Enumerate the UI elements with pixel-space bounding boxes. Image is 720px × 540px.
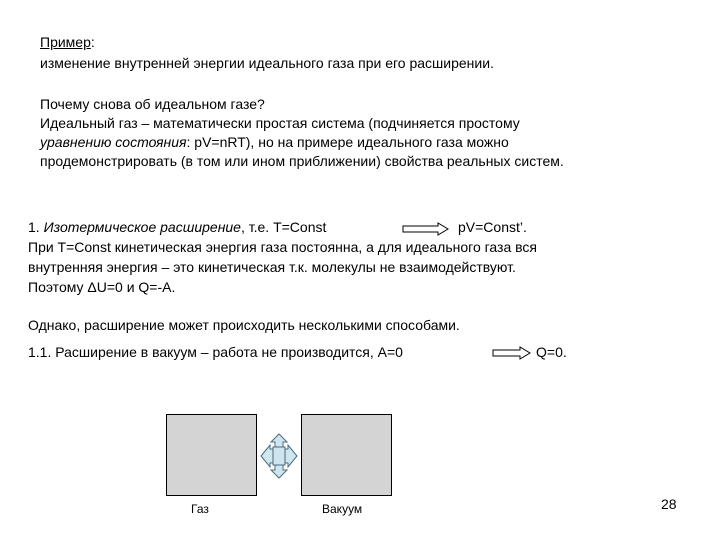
subtitle: изменение внутренней энергии идеального газа при его расширении. [40,55,494,71]
however-text: Однако, расширение может происходить несколькими способами. [28,317,460,333]
iso-number: 1. [28,219,44,235]
example-heading [40,34,95,50]
iso-line3: внутренняя энергия – это кинетическая т.к. молекулы не взаимодействуют. [28,259,516,275]
iso-line2: При T=Const кинетическая энергия газа постоянна, а для идеального газа вся [28,239,538,255]
vacuum-chamber [301,414,392,496]
vacuum-text: 1.1. Расширение в вакуум – работа не производится, А=0 [28,344,403,360]
iso-term: Изотермическое расширение [43,219,241,235]
arrow-right-icon [402,222,450,236]
why-line2-rest: : pV=nRT), но на примере идеального газа можно [186,134,509,150]
iso-result: pV=Const’. [458,219,527,235]
gas-label: Газ [191,502,209,516]
why-line2 [40,134,509,150]
iso-line4: Поэтому ΔU=0 и Q=-A. [28,279,176,295]
why-question: Почему снова об идеальном газе? [40,96,265,112]
vacuum-result: Q=0. [536,344,567,360]
example-colon: : [90,34,95,50]
why-line3: продемонстрировать (в том или ином приближении) свойства реальных систем. [40,153,564,169]
iso-title-rest: , т.е. T=Const [240,219,327,235]
four-way-arrow-icon [254,433,304,479]
equation-of-state-term: уравнению состояния [40,134,187,150]
arrow-right-icon [492,346,532,360]
gas-chamber [166,414,257,496]
why-line1: Идеальный газ – математически простая система (подчиняется простому [40,115,520,131]
example-label: Пример [40,34,91,50]
page-number: 28 [661,496,677,512]
iso-title [28,219,326,235]
vacuum-label: Вакуум [322,502,363,516]
